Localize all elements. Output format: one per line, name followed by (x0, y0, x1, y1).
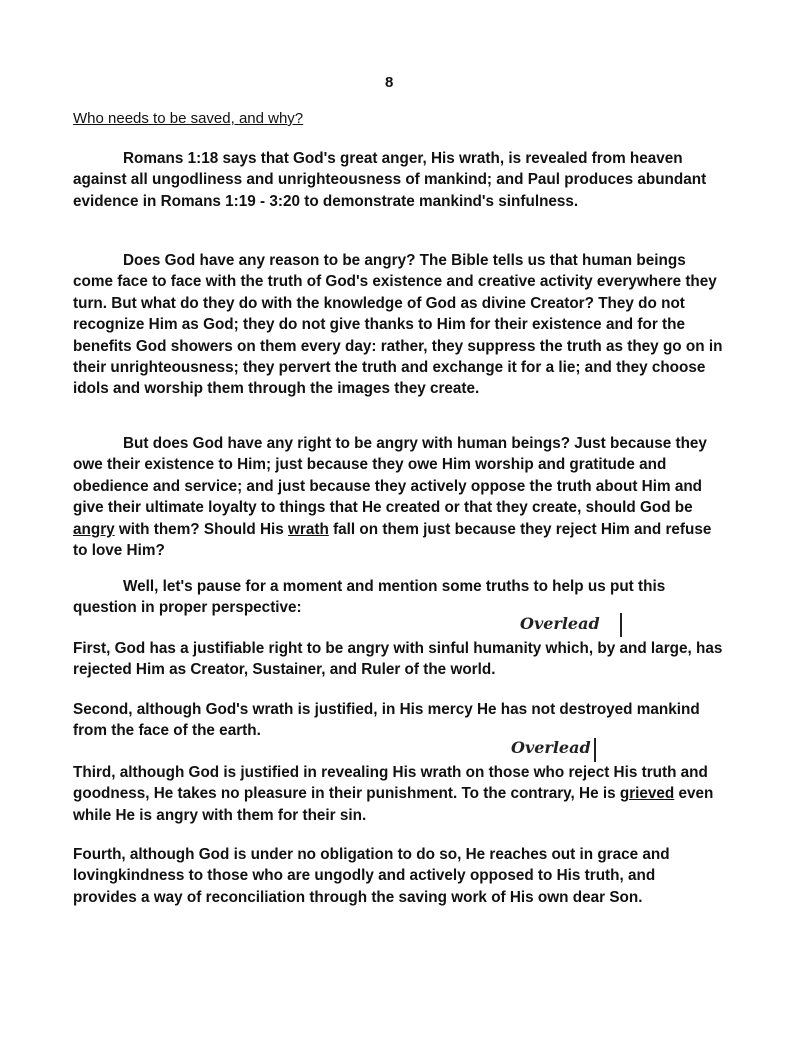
text-segment: even while He is angry with them for their sin. (73, 785, 714, 824)
paragraph-second: Second, although God's wrath is justified, in His mercy He has not destroyed mankind from the face of the earth. (73, 701, 700, 740)
underlined-angry: angry (73, 520, 115, 538)
handwritten-mark (594, 738, 596, 762)
underlined-grieved: grieved (619, 785, 675, 803)
text-segment: Third, although God is justified in revealing His wrath on those who reject His truth and goodness, He takes no pleasure in their punishment. To the contrary, He is (73, 764, 708, 803)
paragraph-pause: Well, let's pause for a moment and mention some truths to help us put this question in proper perspective: (73, 578, 666, 617)
text-segment: with them? Should His (114, 520, 289, 538)
paragraph-right-angry (73, 433, 723, 561)
handwritten-note: Overlead (520, 614, 600, 633)
handwritten-mark (620, 613, 622, 637)
paragraph-third (73, 762, 723, 826)
text-segment: But does God have any right to be angry with human beings? Just because they owe their existence to Him; just because they owe Him worship and gratitude and obedience and service; and just because they actively oppose the truth about Him and give their ultimate loyalty to things that He created or that they create, should God be (73, 435, 707, 517)
page-number: 8 (385, 74, 394, 91)
paragraph-reason-angry: Does God have any reason to be angry? The Bible tells us that human beings come face to face with the truth of God's existence and creative activity everywhere they turn. But what do they do with the knowledge of God as divine Creator? They do not recognize Him as God; they do not give thanks to Him for their existence and for the benefits God showers on them every day: rather, they suppress the truth as they go on in their unrighteousness; they pervert the truth and exchange it for a lie; and they choose idols and worship them through the images they create. (73, 252, 723, 398)
text-segment: fall on them just because they reject Him and refuse to love Him? (73, 520, 712, 560)
section-heading: Who needs to be saved, and why? (73, 110, 304, 127)
underlined-wrath: wrath (288, 520, 329, 538)
handwritten-note: Overlead (511, 738, 591, 757)
paragraph-first: First, God has a justifiable right to be angry with sinful humanity which, by and large, has rejected Him as Creator, Sustainer, and Ruler of the world. (73, 640, 723, 679)
paragraph-romans: Romans 1:18 says that God's great anger, His wrath, is revealed from heaven against all ungodliness and unrighteousness of mankind; and Paul produces abundant evidence in Romans 1:19 - 3:20 to demonstrate mankind's sinfulness. (73, 150, 707, 210)
paragraph-fourth: Fourth, although God is under no obligation to do so, He reaches out in grace and lovingkindness to those who are ungodly and actively opposed to His truth, and provides a way of reconciliation through the saving work of His own dear Son. (73, 846, 670, 906)
